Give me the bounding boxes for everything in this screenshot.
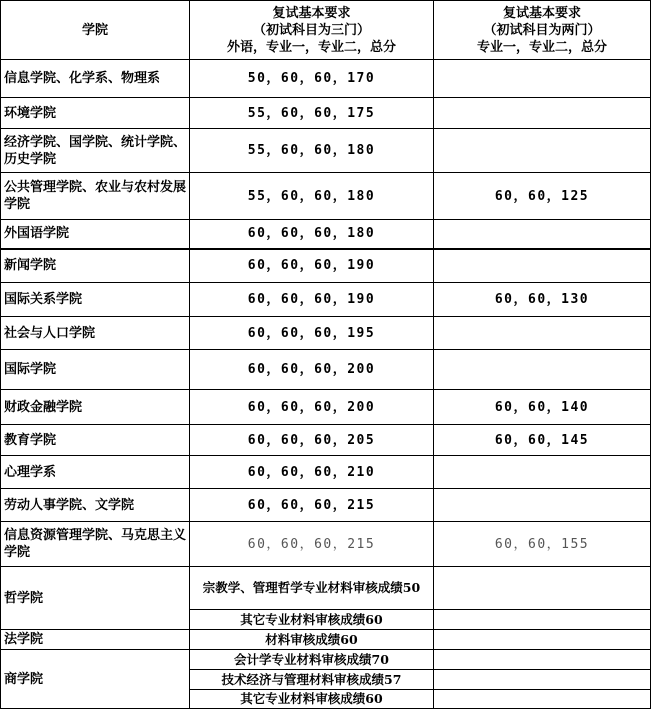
empty-cell — [434, 610, 651, 630]
empty-cell — [434, 630, 651, 650]
three-subject-scores: 60，60，60，195 — [190, 317, 434, 350]
header-two-line3: 专业一，专业二，总分 — [476, 39, 607, 55]
college-name-philosophy: 哲学院 — [1, 567, 190, 630]
header-two-subjects — [434, 1, 651, 60]
three-subject-scores: 60，60，60，190 — [190, 283, 434, 317]
college-name: 信息资源管理学院、马克思主义学院 — [1, 522, 190, 567]
business-note-1: 会计学专业材料审核成绩70 — [190, 650, 434, 670]
three-subject-scores: 60，60，60，215 — [190, 522, 434, 567]
college-name: 财政金融学院 — [1, 390, 190, 425]
college-name: 劳动人事学院、文学院 — [1, 489, 190, 522]
college-name: 国际关系学院 — [1, 283, 190, 317]
two-subject-scores: 60，60，140 — [434, 390, 651, 425]
college-name: 公共管理学院、农业与农村发展学院 — [1, 173, 190, 220]
table-row — [1, 390, 651, 425]
two-subject-scores — [434, 317, 651, 350]
table-row — [1, 522, 651, 567]
three-subject-scores: 60，60，60，190 — [190, 249, 434, 283]
three-subject-scores: 55，60，60，180 — [190, 129, 434, 173]
empty-cell — [434, 650, 651, 670]
two-subject-scores — [434, 249, 651, 283]
header-college: 学院 — [1, 1, 190, 60]
college-name: 教育学院 — [1, 425, 190, 456]
table-row — [1, 249, 651, 283]
table-row — [1, 60, 651, 98]
law-row — [1, 630, 651, 650]
law-note-1: 材料审核成绩60 — [190, 630, 434, 650]
two-subject-scores — [434, 129, 651, 173]
college-name: 信息学院、化学系、物理系 — [1, 60, 190, 98]
two-subject-scores — [434, 350, 651, 390]
two-subject-scores: 60，60，125 — [434, 173, 651, 220]
three-subject-scores: 55，60，60，175 — [190, 98, 434, 129]
two-subject-scores — [434, 456, 651, 489]
business-note-3: 其它专业材料审核成绩60 — [190, 690, 434, 709]
header-two-line2: （初试科目为两门） — [483, 22, 601, 38]
header-three-subjects — [190, 1, 434, 60]
philosophy-note-2: 其它专业材料审核成绩60 — [190, 610, 434, 630]
table-row — [1, 425, 651, 456]
college-name: 环境学院 — [1, 98, 190, 129]
table-row — [1, 456, 651, 489]
college-name: 新闻学院 — [1, 249, 190, 283]
three-subject-scores: 60，60，60，200 — [190, 350, 434, 390]
header-three-line2: （初试科目为三门） — [252, 22, 370, 38]
college-name-law: 法学院 — [1, 630, 190, 650]
table-row — [1, 283, 651, 317]
empty-cell — [434, 670, 651, 690]
college-name-business: 商学院 — [1, 650, 190, 709]
two-subject-scores — [434, 220, 651, 249]
business-row-1 — [1, 650, 651, 670]
college-name: 外国语学院 — [1, 220, 190, 249]
business-note-2: 技术经济与管理材料审核成绩57 — [190, 670, 434, 690]
college-name: 社会与人口学院 — [1, 317, 190, 350]
three-subject-scores: 55，60，60，180 — [190, 173, 434, 220]
college-name: 经济学院、国学院、统计学院、历史学院 — [1, 129, 190, 173]
table-row — [1, 129, 651, 173]
table-row — [1, 98, 651, 129]
header-two-line1: 复试基本要求 — [502, 5, 581, 21]
three-subject-scores: 60，60，60，200 — [190, 390, 434, 425]
table-row — [1, 173, 651, 220]
empty-cell — [434, 567, 651, 610]
table-row — [1, 220, 651, 249]
three-subject-scores: 60，60，60，180 — [190, 220, 434, 249]
table-row — [1, 350, 651, 390]
college-name: 国际学院 — [1, 350, 190, 390]
table-row — [1, 489, 651, 522]
three-subject-scores: 60，60，60，210 — [190, 456, 434, 489]
header-three-line1: 复试基本要求 — [272, 5, 351, 21]
philosophy-note-1: 宗教学、管理哲学专业材料审核成绩50 — [190, 567, 434, 610]
two-subject-scores — [434, 98, 651, 129]
header-row — [1, 1, 651, 60]
two-subject-scores — [434, 60, 651, 98]
three-subject-scores: 50，60，60，170 — [190, 60, 434, 98]
philosophy-row-1 — [1, 567, 651, 610]
empty-cell — [434, 690, 651, 709]
header-three-line3: 外语，专业一，专业二，总分 — [226, 39, 396, 55]
three-subject-scores: 60，60，60，205 — [190, 425, 434, 456]
table-row — [1, 317, 651, 350]
three-subject-scores: 60，60，60，215 — [190, 489, 434, 522]
two-subject-scores: 60，60，155 — [434, 522, 651, 567]
two-subject-scores — [434, 489, 651, 522]
college-name: 心理学系 — [1, 456, 190, 489]
two-subject-scores: 60，60，145 — [434, 425, 651, 456]
two-subject-scores: 60，60，130 — [434, 283, 651, 317]
